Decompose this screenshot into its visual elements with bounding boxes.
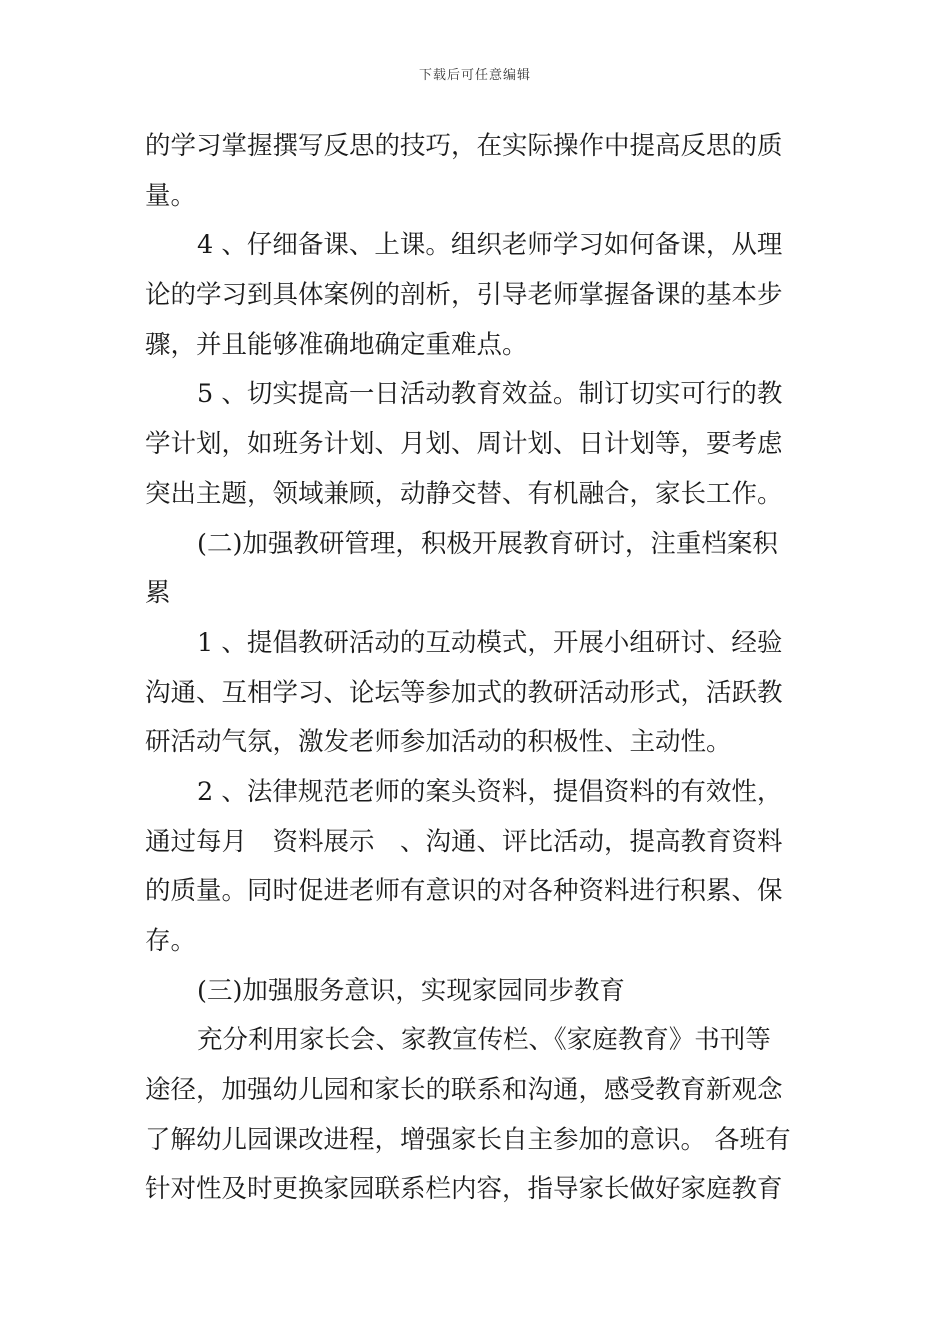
text-line: 2 、法律规范老师的案头资料，提倡资料的有效性， [197,776,783,807]
text-line: 研活动气氛，激发老师参加活动的积极性、主动性。 [145,727,732,758]
page-header: 下载后可任意编辑 [418,68,531,83]
text-line: 沟通、互相学习、论坛等参加式的教研活动形式，活跃教 [145,677,783,708]
text-line: 的学习掌握撰写反思的技巧，在实际操作中提高反思的质 [145,131,783,161]
text-line: 量。 [145,180,197,211]
text-line: 4 、仔细备课、上课。组织老师学习如何备课，从理 [197,230,783,261]
text-line: 途径，加强幼儿园和家长的联系和沟通，感受教育新观念 [145,1075,783,1106]
text-line: 通过每月 资料展示 、沟通、评比活动，提高教育资料 [145,826,783,857]
text-line: 充分利用家长会、家教宣传栏、《家庭教育》书刊等 [197,1025,771,1056]
text-line: 了解幼儿园课改进程，增强家长自主参加的意识。 各班有 [145,1124,791,1155]
section-heading: (三)加强服务意识，实现家园同步教育 [197,975,625,1006]
text-line: 突出主题，领域兼顾，动静交替、有机融合，家长工作。 [145,478,783,509]
section-heading: (二)加强教研管理，积极开展教育研讨，注重档案积 [197,528,778,559]
text-line: 5 、切实提高一日活动教育效益。制订切实可行的教 [197,379,783,410]
text-line: 累 [145,578,171,609]
text-line: 论的学习到具体案例的剖析，引导老师掌握备课的基本步 [145,280,783,311]
text-line: 1 、提倡教研活动的互动模式，开展小组研讨、经验 [197,627,783,658]
text-line: 的质量。同时促进老师有意识的对各种资料进行积累、保 [145,876,783,907]
text-line: 学计划，如班务计划、月划、周计划、日计划等，要考虑 [145,429,783,460]
document-body [145,122,810,1215]
text-line: 针对性及时更换家园联系栏内容，指导家长做好家庭教育 [145,1174,783,1205]
text-line: 骤，并且能够准确地确定重难点。 [145,329,528,360]
text-line: 存。 [145,926,197,956]
